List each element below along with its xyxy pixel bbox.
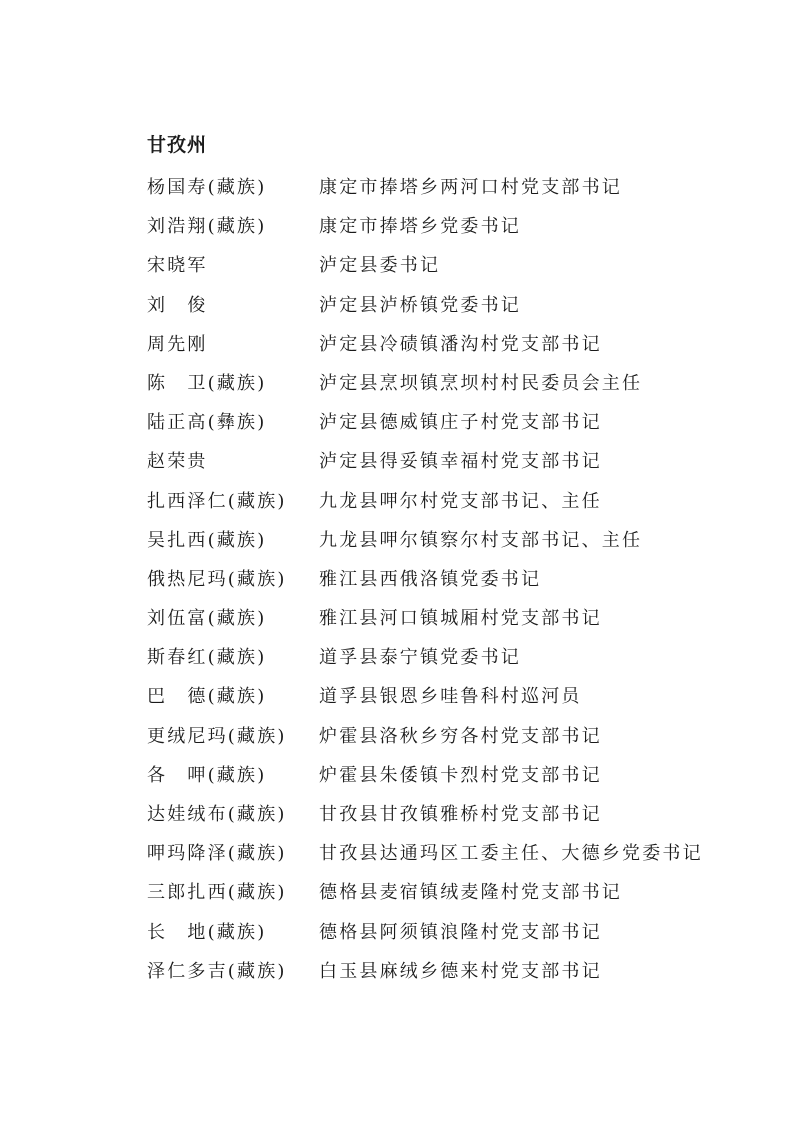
person-position: 雅江县河口镇城厢村党支部书记	[319, 608, 602, 630]
person-position: 泸定县冷碛镇潘沟村党支部书记	[319, 333, 602, 355]
person-name: 三郎扎西(藏族)	[147, 882, 287, 904]
list-item	[147, 801, 747, 840]
list-item	[147, 292, 747, 331]
list-item	[147, 958, 747, 997]
person-name: 巴 德(藏族)	[147, 686, 267, 708]
list-item	[147, 644, 747, 683]
person-name: 刘 俊	[147, 294, 208, 316]
list-item	[147, 370, 747, 409]
person-position: 泸定县委书记	[319, 255, 441, 277]
person-name: 刘浩翔(藏族)	[147, 216, 267, 238]
person-name: 刘伍富(藏族)	[147, 608, 267, 630]
person-name: 达娃绒布(藏族)	[147, 804, 287, 825]
person-position: 白玉县麻绒乡德来村党支部书记	[319, 960, 602, 982]
list-item	[147, 409, 747, 448]
honoree-list	[147, 174, 747, 997]
person-name: 陈 卫(藏族)	[147, 372, 267, 394]
person-name: 杨国寿(藏族)	[147, 177, 267, 198]
list-item	[147, 174, 747, 213]
person-position: 甘孜县甘孜镇雅桥村党支部书记	[319, 804, 602, 825]
person-name: 周先刚	[147, 333, 208, 355]
person-position: 泸定县烹坝镇烹坝村村民委员会主任	[319, 372, 643, 394]
person-position: 康定市捧塔乡两河口村党支部书记	[319, 177, 622, 198]
list-item	[147, 527, 747, 566]
person-position: 炉霍县洛秋乡穷各村党支部书记	[319, 725, 602, 747]
list-item	[147, 488, 747, 527]
person-name: 扎西泽仁(藏族)	[147, 490, 287, 512]
list-item	[147, 448, 747, 487]
person-position: 德格县麦宿镇绒麦隆村党支部书记	[319, 882, 622, 904]
list-item	[147, 840, 747, 879]
person-name: 更绒尼玛(藏族)	[147, 725, 287, 747]
person-name: 各 呷(藏族)	[147, 764, 267, 786]
list-item	[147, 566, 747, 605]
list-item	[147, 252, 747, 291]
list-item	[147, 683, 747, 722]
list-item	[147, 879, 747, 918]
person-position: 九龙县呷尔村党支部书记、主任	[319, 490, 602, 512]
person-position: 泸定县得妥镇幸福村党支部书记	[319, 451, 602, 473]
person-position: 道孚县银恩乡哇鲁科村巡河员	[319, 686, 582, 708]
person-name: 呷玛降泽(藏族)	[147, 843, 287, 865]
person-position: 康定市捧塔乡党委书记	[319, 216, 521, 238]
person-name: 宋晓军	[147, 255, 208, 277]
person-position: 雅江县西俄洛镇党委书记	[319, 568, 542, 590]
person-name: 泽仁多吉(藏族)	[147, 960, 287, 982]
list-item	[147, 723, 747, 762]
person-position: 泸定县泸桥镇党委书记	[319, 294, 521, 316]
person-position: 炉霍县朱倭镇卡烈村党支部书记	[319, 764, 602, 786]
person-name: 吴扎西(藏族)	[147, 529, 267, 551]
person-name: 俄热尼玛(藏族)	[147, 568, 287, 590]
person-name: 斯春红(藏族)	[147, 647, 267, 669]
person-position: 道孚县泰宁镇党委书记	[319, 647, 521, 669]
section-heading: 甘孜州	[147, 134, 208, 156]
person-name: 赵荣贵	[147, 451, 208, 473]
person-position: 甘孜县达通玛区工委主任、大德乡党委书记	[319, 843, 703, 865]
list-item	[147, 919, 747, 958]
list-item	[147, 213, 747, 252]
list-item	[147, 605, 747, 644]
list-item	[147, 331, 747, 370]
person-position: 德格县阿须镇浪隆村党支部书记	[319, 921, 602, 943]
list-item	[147, 762, 747, 801]
person-name: 长 地(藏族)	[147, 921, 267, 943]
person-position: 九龙县呷尔镇察尔村支部书记、主任	[319, 529, 643, 551]
person-name: 陆正高(彝族)	[147, 412, 267, 434]
person-position: 泸定县德威镇庄子村党支部书记	[319, 412, 602, 434]
